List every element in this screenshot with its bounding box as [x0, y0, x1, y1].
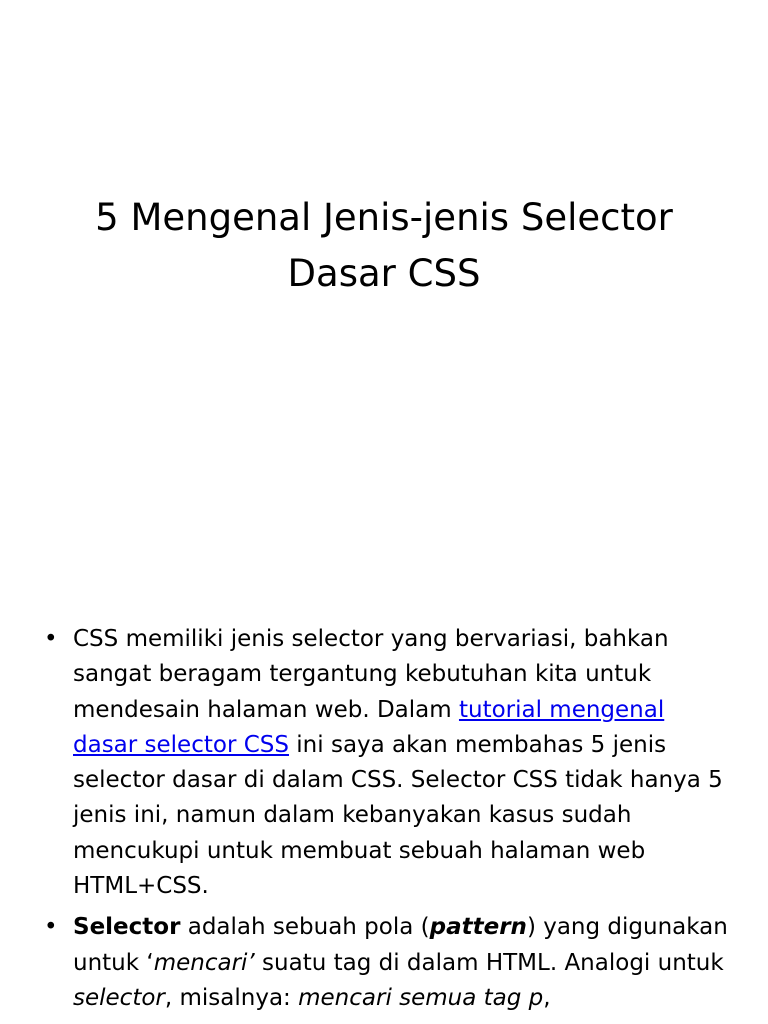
bullet-text-part: ini saya akan membahas 5 jenis selector dasar di dalam CSS. Selector CSS tidak hanya 5 jenis ini, namun dalam kebanyakan kasus sudah mencukupi untuk membuat sebuah halaman web HTML+CSS.	[73, 731, 723, 900]
bullet-text-part: , misalnya:	[164, 984, 299, 1011]
bullet-text-part: CSS memiliki jenis selector yang bervariasi, bahkan sangat beragam tergantung kebutuhan kita untuk mendesain halaman web. Dalam	[73, 626, 669, 723]
bullet-text-part: ) yang digunakan untuk ‘	[73, 914, 728, 976]
example-text: mencari semua tag p	[298, 984, 544, 1011]
term-pattern: pattern	[429, 914, 527, 941]
bullet-icon: •	[44, 626, 58, 652]
term-selector: Selector	[73, 914, 181, 941]
tutorial-link[interactable]: tutorial mengenal dasar selector CSS	[73, 696, 665, 758]
slide-title: 5 Mengenal Jenis-jenis Selector Dasar CSS	[95, 196, 673, 295]
bullet-text-part: suatu tag di dalam HTML. Analogi untuk	[254, 949, 724, 976]
bullet-list	[44, 622, 734, 1022]
bullet-text-part: adalah sebuah pola (	[180, 914, 430, 941]
term-selector-italic: selector	[73, 984, 165, 1011]
bullet-icon: •	[44, 914, 58, 941]
bullet-item-selector-definition	[44, 910, 734, 1016]
term-mencari: mencari’	[153, 949, 255, 976]
bullet-item-css-selectors	[44, 622, 734, 904]
bullet-text-part: ,	[543, 984, 551, 1011]
